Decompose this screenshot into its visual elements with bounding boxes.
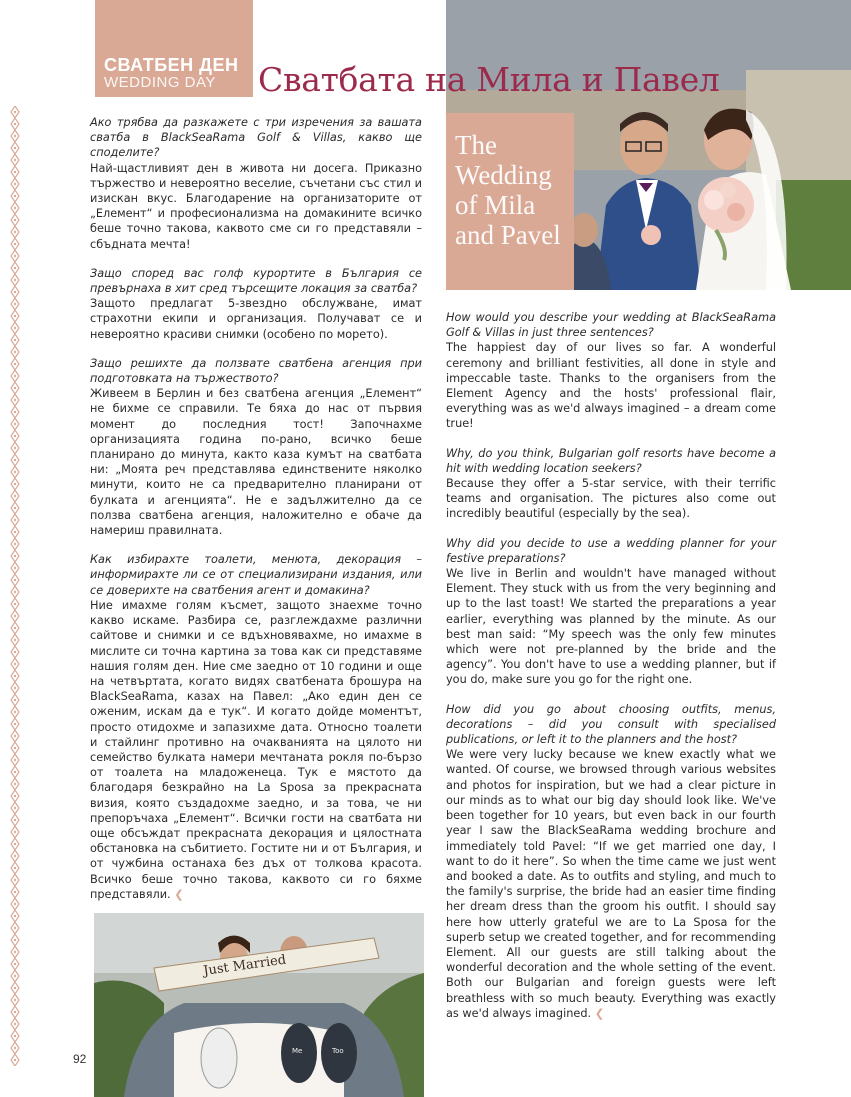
answer (90, 598, 422, 902)
section-label-en: WEDDING DAY (104, 74, 216, 91)
question: Why, do you think, Bulgarian golf resorts have become a hit with wedding location seekers? (446, 446, 776, 475)
answer: The happiest day of our lives so far. A wonderful ceremony and brilliant festivities, all done in style and impeccable taste. Thanks to the organisers from the Element Agency and the hosts' professional flair, everything was as we'd always imagined – a dream come true! (446, 341, 776, 431)
just-married-sign: Just Married (202, 952, 288, 979)
decorative-border (10, 106, 20, 1066)
answer: Защото предлагат 5-звездно обслужване, имат страхотни екипи и организация. Получават се и невероятно красиви снимки (особено по морето). (90, 297, 422, 341)
qa-block (90, 356, 422, 538)
answer: Because they offer a 5-star service, with their terrific teams and organisation. The pictures also come out incredibly beautiful (especially by the sea). (446, 477, 776, 521)
end-mark-icon: ❮ (174, 887, 184, 901)
section-label-bg: СВАТБЕН ДЕН (104, 55, 239, 75)
answer (446, 747, 776, 1021)
shoe-right-text: Too (332, 1047, 344, 1055)
qa-block (446, 446, 776, 522)
qa-block (90, 266, 422, 342)
question: Как избирахте тоалети, менюта, декорация – информирахте ли се от специализирани издания, или се доверихте на сватбения агент и домакина? (90, 553, 422, 597)
question: Защо според вас голф курортите в България се превърнаха в хит сред търсещите локация за сватба? (90, 266, 422, 296)
answer: We live in Berlin and wouldn't have managed without Element. They stuck with us from the very beginning and up to the last toast! We started the preparations a year earlier, everything was planned by the minute. As our best man said: “My speech was the only few minutes which were not pre-planned by the bride and the agency”. You don't have to use a wedding planner, but if you do, make sure you go for the right one. (446, 567, 776, 687)
border-pattern (10, 106, 20, 1066)
page-number: 92 (73, 1052, 87, 1066)
question: How did you go about choosing outfits, menus, decorations – did you consult with specialised publications, or left it to the planners and the host? (446, 702, 776, 747)
page-title: Сватбата на Мила и Павел (258, 60, 720, 99)
answer-text: We were very lucky because we knew exactly what we wanted. Of course, we browsed through various websites and photos for inspiration, but we had a clear picture in our minds as to what our big day should look like. We've been together for 10 years, but even back in our fourth year I saw the BlackSeaRama wedding brochure and immediately told Pavel: “If we get married one day, I want to do it here”. So when the time came we just went and booked a date. As to outfits and styling, and much to the family's surprise, the bride had an easier time finding her dream dress than the groom his outfit. I should say here how utterly grateful we are to La Sposa for the superb setup we created together, and for recommending Element. All our guests are still talking about the wonderful decoration and the whole setting of the event. Both our Bulgarian and foreign guests were left breathless with so much beauty. Everything was exactly as we'd always imagined. (446, 748, 776, 1020)
answer: Живеем в Берлин и без сватбена агенция „Елемент“ не бихме се справили. Те бяха до нас от първия момент до последния тост! Започнахме организацията година по-рано, всичко беше планирано до минута, както каза кумът на сватбата ни: „Моята реч представлява единствените няколко минути, които не са предварително планирани от булката и агенцията“. Не е задължително да се ползва сватбена агенция, наложително е обаче да намериш правилната. (90, 387, 422, 538)
qa-block (446, 536, 776, 688)
shoe-left-text: Me (292, 1047, 303, 1055)
qa-block (446, 702, 776, 1021)
end-mark-icon: ❮ (594, 1006, 605, 1020)
english-title: The Wedding of Mila and Pavel (455, 130, 561, 250)
car-photo-art (94, 913, 424, 1097)
answer: Най-щастливият ден в живота ни досега. Приказно тържество и невероятно веселие, съчетани със стил и изискан вкус. Благодарение на организаторите от „Елемент“ и професионализма на домакините всичко беше точно такова, каквото сме си го представяли – сбъдната мечта! (90, 161, 422, 251)
qa-block (446, 310, 776, 432)
question: Why did you decide to use a wedding planner for your festive preparations? (446, 536, 776, 565)
bulgarian-column (90, 115, 422, 916)
question: Ако трябва да разкажете с три изречения за вашата сватба в BlackSeaRama Golf & Villas, какво ще споделите? (90, 116, 422, 160)
section-label (95, 56, 253, 91)
answer-text: Ние имахме голям късмет, защото знаехме точно какво искаме. Разбира се, разглеждахме различни сайтове и снимки и се вдъхновявахме, но имахме в мислите си точна картина за това как си представяме нашия голям ден. Ние сме заедно от 10 години и още на четвъртата, когато видях сватбената брошура на BlackSeaRama, казах на Павел: „Ако един ден се оженим, искам да е тук“. И когато дойде моментът, просто отидохме и запазихме дата. Относно тоалети и стайлинг противно на очакванията на цялото ни семейство булката намери мечтаната рокля по-бързо от тоалета на младоженеца. Тук е мястото да благодаря безкрайно на La Sposa за прекрасната визия, която създадохме заедно, и за това, че ни препоръчаха „Елемент“. Всички гости на сватбата ни още обсъждат прекрасната декорация и цялостната обстановка на събитието. Гостите ни и от България, и от чужбина останаха без дъх от толкова красота. Всичко беше точно такова, каквото си го бяхме представяли. (90, 598, 422, 901)
question: How would you describe your wedding at BlackSeaRama Golf & Villas in just three sentences? (446, 311, 776, 340)
car-photo (94, 913, 424, 1097)
qa-block (90, 115, 422, 252)
english-column (446, 310, 776, 1035)
qa-block (90, 552, 422, 902)
question: Защо решихте да ползвате сватбена агенция при подготовката на тържеството? (90, 356, 422, 386)
